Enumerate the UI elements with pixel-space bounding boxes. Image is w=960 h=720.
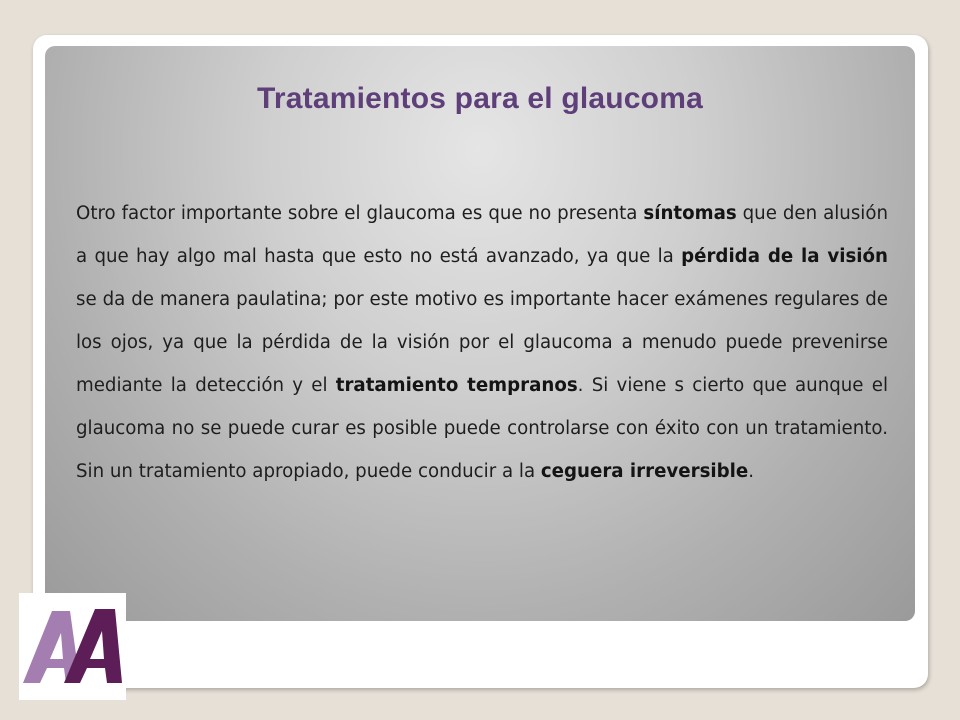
slide-title: Tratamientos para el glaucoma bbox=[257, 82, 703, 115]
bold-text-segment: tratamiento tempranos bbox=[335, 375, 578, 396]
text-segment: Otro factor importante sobre el glaucoma es que no presenta bbox=[76, 203, 644, 224]
bold-text-segment: ceguera irreversible bbox=[540, 461, 749, 482]
aa-logo-graphic bbox=[19, 593, 126, 700]
body-paragraph bbox=[76, 192, 888, 493]
text-segment: . bbox=[748, 461, 755, 482]
bold-text-segment: síntomas bbox=[643, 203, 737, 224]
aa-logo-icon bbox=[19, 593, 126, 700]
text-segment: que den alusión a que hay algo mal hasta que esto no está avanzado, ya que la bbox=[76, 203, 888, 267]
text-segment: se da de manera paulatina; por este motivo es importante hacer exámenes regulares de los ojos, ya que la pérdida de la visión por el glaucoma a menudo puede prevenirse mediante la detección y el bbox=[76, 289, 888, 396]
text-segment: . Si viene s cierto que aunque el glaucoma no se puede curar es posible puede controlarse con éxito con un tratamiento. Sin un tratamiento apropiado, puede conducir a la bbox=[76, 375, 888, 482]
bold-text-segment: pérdida de la visión bbox=[681, 246, 888, 267]
